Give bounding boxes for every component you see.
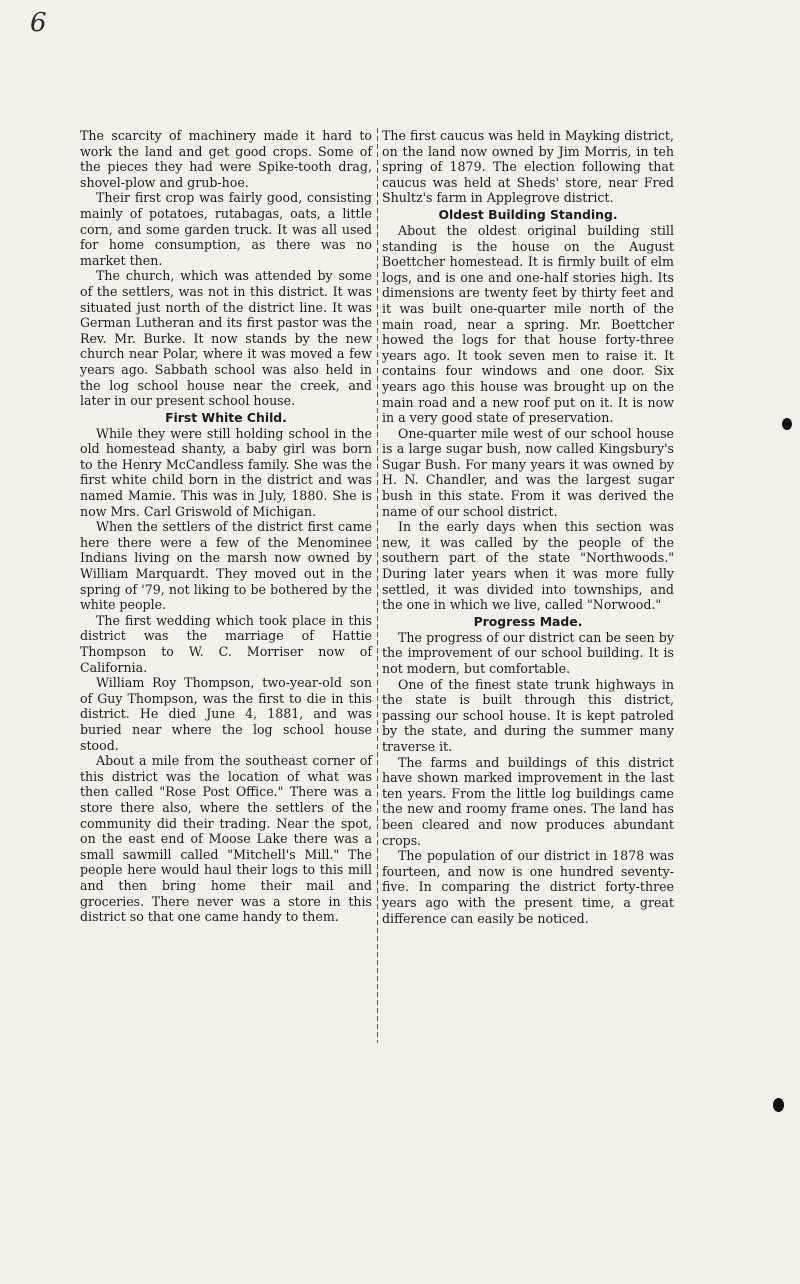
paragraph: One-quarter mile west of our school house is a large sugar bush, now called Kingsbury's Sugar Bush. For many years it was owned by H. N. Chandler, and was the largest sugar bush in this state. From it was derived the name of our school district. <box>382 425 674 519</box>
paragraph: One of the finest state trunk highways in the state is built through this district, passing our school house. It is kept patroled by the state, and during the summer many traverse it. <box>382 676 674 754</box>
paragraph: In the early days when this section was new, it was called by the people of the southern part of the state "Northwoods." During later years when it was more fully settled, it was divided into townships, and the one in which we live, called "Norwood." <box>382 519 674 613</box>
paragraph: About the oldest original building still standing is the house on the August Boettcher homestead. It is firmly built of elm logs, and is one and one-half stories high. Its dimensions are twenty feet by thirty feet and it was built one-quarter mile north of the main road, near a spring. Mr. Boettcher howed the logs for that house forty-three years ago. It took seven men to raise it. It contains four windows and one door. Six years ago this house was brought up on the main road and a new roof put on it. It is now in a very good state of preservation. <box>382 222 674 426</box>
punch-hole-mark <box>782 418 792 430</box>
paragraph: Their first crop was fairly good, consisting mainly of potatoes, rutabagas, oats, a little corn, and some garden truck. It was all used for home consumption, as there was no market then. <box>80 190 372 268</box>
paragraph: When the settlers of the district first came here there were a few of the Menominee Indians living on the marsh now owned by William Marquardt. They moved out in the spring of '79, not liking to be bothered by the white people. <box>80 519 372 613</box>
paragraph: While they were still holding school in the old homestead shanty, a baby girl was born to the Henry McCandless family. She was the first white child born in the district and was named Mamie. This was in July, 1880. She is now Mrs. Carl Griswold of Michigan. <box>80 425 372 519</box>
paragraph: The first wedding which took place in this district was the marriage of Hattie Thompson to W. C. Morriser now of California. <box>80 612 372 675</box>
paragraph: The scarcity of machinery made it hard to work the land and get good crops. Some of the pieces they had were Spike-tooth drag, shovel-plow and grub-hoe. <box>80 128 372 190</box>
section-heading-oldest-building: Oldest Building Standing. <box>438 206 618 222</box>
paragraph: About a mile from the southeast corner of this district was the location of what was then called "Rose Post Office." There was a store there also, where the settlers of the community did their trading. Near the spot, on the east end of Moose Lake there was a small sawmill called "Mitchell's Mill." The people here would haul their logs to this mill and then bring home their mail and groceries. There never was a store in this district so that one came handy to them. <box>80 753 372 925</box>
paragraph: William Roy Thompson, two-year-old son of Guy Thompson, was the first to die in this district. He died June 4, 1881, and was buried near where the log school house stood. <box>80 675 372 753</box>
page-number: 6 <box>30 8 47 38</box>
paragraph: The progress of our district can be seen by the improvement of our school building. It is not modern, but comfortable. <box>382 629 674 676</box>
right-column <box>382 128 674 926</box>
paragraph: The population of our district in 1878 was fourteen, and now is one hundred seventy-five. In comparing the district forty-three years ago with the present time, a great difference can easily be noticed. <box>382 848 674 926</box>
paragraph: The church, which was attended by some of the settlers, was not in this district. It was situated just north of the district line. It was German Lutheran and its first pastor was the Rev. Mr. Burke. It now stands by the new church near Polar, where it was moved a few years ago. Sabbath school was also held in the log school house near the creek, and later in our present school house. <box>80 268 372 409</box>
paragraph: The farms and buildings of this district have shown marked improvement in the last ten years. From the little log buildings came the new and roomy frame ones. The land has been cleared and now produces abundant crops. <box>382 754 674 848</box>
punch-hole-mark <box>773 1098 784 1112</box>
section-heading-progress-made: Progress Made. <box>473 613 583 629</box>
section-heading-first-white-child: First White Child. <box>165 409 287 425</box>
column-divider <box>377 128 378 1043</box>
paragraph: The first caucus was held in Mayking district, on the land now owned by Jim Morris, in teh spring of 1879. The election following that caucus was held at Sheds' store, near Fred Shultz's farm in Applegrove district. <box>382 128 674 206</box>
left-column <box>80 128 372 925</box>
